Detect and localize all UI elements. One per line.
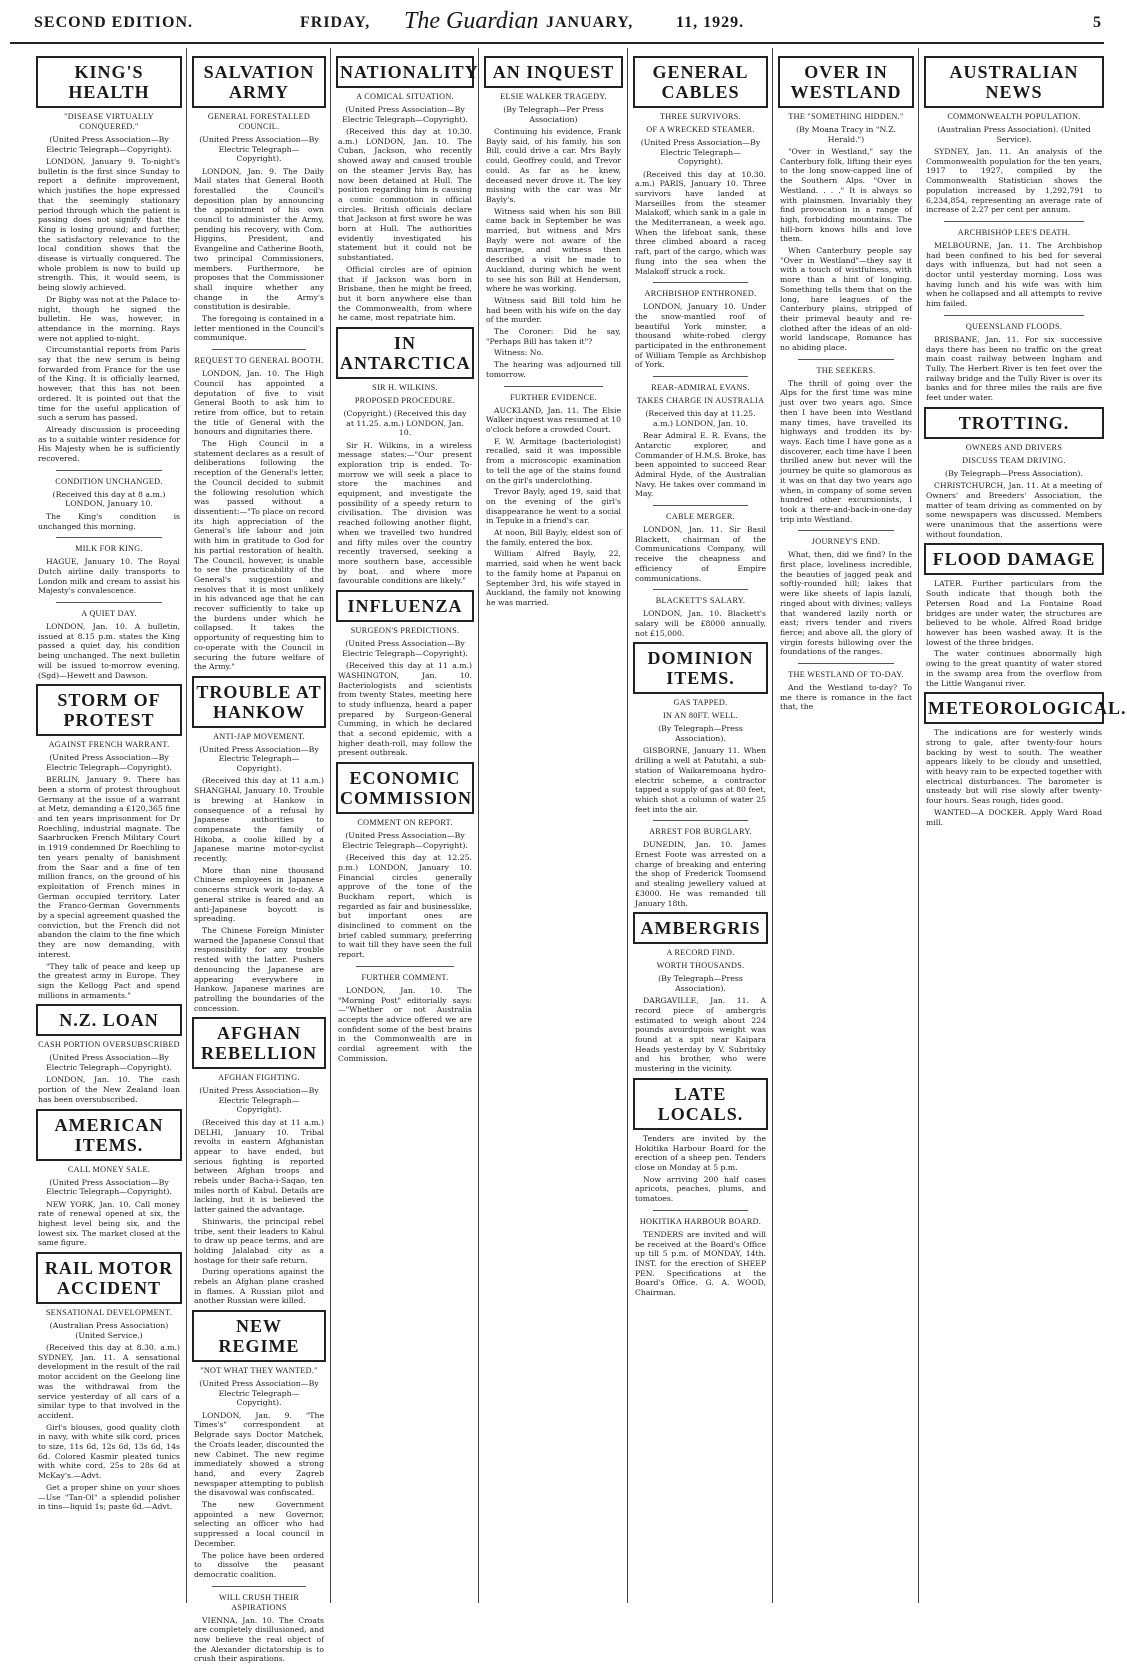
article-headline: METEOROLOGICAL. <box>924 692 1104 724</box>
paragraph: LONDON, January 9. To-night's bulletin is the first since Sunday to report a definite improvement, which justifies the hope expressed that the seemingly stationary period through which the patient is passing does not signify that the King is losing ground; and further, the satisfactory relevance to the local condition shows that the disease is virtually conquered. The whole problem is now to build up strength. This, it would seem, is being slowly achieved. <box>38 157 180 293</box>
article-body <box>780 379 912 525</box>
paragraph: And the Westland to-day? To me there is romance in the fact that, the <box>780 683 912 712</box>
subheading: QUEENSLAND FLOODS. <box>965 321 1063 331</box>
article-headline: TROTTING. <box>924 407 1104 439</box>
paragraph: Continuing his evidence, Frank Bayly said, of his family, his son Bill, could drive a car. Mrs Bayly could, Geoffrey could, and Trevor could. As far as he knew, deceased never drove it. The key missing with the car was Mr Bayly's. <box>486 127 621 204</box>
article-body <box>926 728 1102 827</box>
article <box>633 589 768 638</box>
article <box>633 282 768 370</box>
newspaper-title: The Guardian <box>404 8 539 34</box>
article-headline: STORM OF PROTEST <box>36 684 182 736</box>
paragraph: The hearing was adjourned till tomorrow. <box>486 360 621 379</box>
subheading: WILL CRUSH THEIR ASPIRATIONS <box>218 1592 300 1612</box>
wire-credit: (United Press Association—By Electric Telegraph—Copyright). <box>640 138 761 166</box>
article-body <box>635 431 766 499</box>
article-headline: AMBERGRIS <box>633 912 768 944</box>
article <box>336 966 474 1064</box>
section-rule <box>944 221 1084 222</box>
wire-credit: (Copyright.) (Received this day at 11.25. a.m.) LONDON, Jan. 10. <box>343 409 467 438</box>
subheading: IN AN 80FT. WELL. <box>662 711 739 721</box>
article-headline: GENERAL CABLES <box>633 56 768 108</box>
article-body <box>635 302 766 370</box>
paragraph: When Canterbury people say "Over in Westland"—they say it with a touch of wistfulness, with more than a hint of longing. Something tells them that on the long, hare leagues of the Canterbury plains, stripped of their primeval beauty and re-clothed after the ideas of an old-world landscape, Romance has no abiding place. <box>780 246 912 353</box>
section-rule <box>653 376 748 377</box>
subheading: ELSIE WALKER TRAGEDY. <box>500 92 607 101</box>
subheading: ARCHBISHOP ENTHRONED. <box>644 289 757 299</box>
paragraph: What, then, did we find? In the first place, loveliness incredible, the beauties of jagged peak and softly-rounded hill; lakes that were like sheets of lapis lazuli, ringed about with divines; valleys that wandered lazily north or east; rivers tender and rivers fierce; and above all, the glory of virgin forests billowing over the foundations of the ranges. <box>780 550 912 657</box>
article-body <box>635 840 766 908</box>
article-headline: KING'S HEALTH <box>36 56 182 108</box>
article <box>36 684 182 1000</box>
article-body <box>926 335 1102 403</box>
paragraph: LONDON, Jan. 9. The Daily Mail states that General Booth forestalled the Council's deposition plan by announcing the appointment of his own council to administer the Army, pending his recovery, with Com. Higgins, President, and Evangeline and Catherine Booth, two principal Commissioners, members. Furthermore, he proposes that the Commissioner shall inquire whether any change in the Army's constitution is desirable. <box>194 166 324 312</box>
article <box>633 1078 768 1204</box>
article <box>633 912 768 1074</box>
article-body <box>194 1616 324 1664</box>
column-rule <box>186 48 187 1603</box>
wire-credit: (United Press Association—By Electric Telegraph—Copyright). <box>199 1379 319 1408</box>
column-rule <box>918 48 919 1603</box>
paragraph: AUCKLAND, Jan. 11. The Elsie Walker inquest was resumed at 10 o'clock before a crowded Court. <box>486 405 621 434</box>
paragraph: The foregoing is contained in a letter mentioned in the Council's communique. <box>194 314 324 343</box>
article-body <box>780 550 912 657</box>
article-body <box>38 1075 180 1104</box>
article-body <box>635 525 766 583</box>
paragraph: The indications are for westerly winds strong to gale, after twenty-four hours backing by west to south. The weather appears likely to be cloudy and unsettled, with heavy rain to be expected together with electrical disturbances. The barometer is unsteady but will rise slowly after twenty-four hours. Seas rough, tides good. <box>926 728 1102 806</box>
article-headline: IN ANTARCTICA <box>336 327 474 379</box>
subheading: ARCHBISHOP LEE'S DEATH. <box>957 227 1071 237</box>
article <box>192 1310 326 1579</box>
section-rule <box>653 820 748 821</box>
wire-credit: (By Moana Tracy in "N.Z. Herald.") <box>795 125 897 144</box>
article-body <box>194 776 324 1013</box>
article-body <box>926 579 1102 688</box>
subheading: FURTHER COMMENT. <box>361 972 449 982</box>
wire-credit: (United Press Association—By Electric Telegraph—Copyright). <box>46 1053 172 1072</box>
article-body <box>338 986 472 1064</box>
paragraph: (Received this day at 11 a.m.) WASHINGTON, Jan. 10. Bacteriologists and scientists from twenty States, meeting here to study influenza, heard a paper prepared by Surgeon-General Cumming, in which he declared that a second epidemic, with a higher death-roll, may follow the present outbreak. <box>338 661 472 758</box>
article <box>778 663 914 712</box>
paragraph: DARGAVILLE, Jan. 11. A record piece of ambergris estimated to weigh about 224 pounds avoirdupois weight was found at a spit near Kaipara Heads yesterday by V. Subritsky and his brother, who were mustering in the vicinity. <box>635 996 766 1074</box>
page-number: 5 <box>1093 14 1102 31</box>
wire-credit: (United Press Association—By Electric Telegraph—Copyright). <box>46 753 172 772</box>
subheading: AFGHAN FIGHTING. <box>218 1073 300 1083</box>
column-5 <box>633 52 768 1602</box>
wire-credit: (Australian Press Association) (United Service.) <box>49 1321 169 1340</box>
wire-credit: (United Press Association—By Electric Telegraph—Copyright). <box>342 639 468 658</box>
subheading: "DISEASE VIRTUALLY CONQUERED." <box>64 112 154 131</box>
column-6 <box>778 52 914 1602</box>
subheading: MILK FOR KING. <box>75 544 143 554</box>
article <box>778 359 914 525</box>
subheading: BLACKETT'S SALARY. <box>655 596 746 606</box>
paragraph: Trevor Bayly, aged 19, said that on the evening of the girl's disappearance he went to a social in Tepuke in a friend's car. <box>486 487 621 526</box>
subheading: CASH PORTION OVERSUBSCRIBED <box>38 1040 180 1050</box>
article-body <box>38 775 180 1000</box>
article-body <box>38 512 180 531</box>
article <box>633 505 768 583</box>
wire-credit: (United Press Association—By Electric Telegraph—Copyright). <box>46 135 172 154</box>
paragraph: LATER. Further particulars from the South indicate that though both the Petersen Road and La Fontaine Road bridges are under water, the structures are believed to be whole. Alfred Road bridge however has been washed away. It is the lowest of the three bridges. <box>926 579 1102 647</box>
paragraph: The Chinese Foreign Minister warned the Japanese Consul that responsibility for any trouble rested with the latter. Pushers denouncing the Japanese are appearing everywhere in Hankow. Japanese marines are patrolling the boundaries of the concession. <box>194 926 324 1013</box>
article-body <box>38 157 180 464</box>
subheading: WORTH THOUSANDS. <box>656 961 745 971</box>
wire-credit: (United Press Association—By Electric Telegraph—Copyright). <box>342 105 468 124</box>
subheading: THE WESTLAND OF TO-DAY. <box>788 670 904 680</box>
subheading: ARREST FOR BURGLARY. <box>649 827 752 837</box>
article <box>336 590 474 758</box>
subheading: SURGEON'S PREDICTIONS. <box>350 626 460 636</box>
article <box>36 1004 182 1104</box>
article <box>36 537 182 596</box>
paragraph: The police have been ordered to dissolve the peasant democratic coalition. <box>194 1550 324 1579</box>
date-label: 11, 1929. <box>676 14 745 31</box>
article <box>633 820 768 908</box>
subheading: GENERAL FORESTALLED COUNCIL. <box>207 112 311 131</box>
paragraph: Girl's blouses, good quality cloth in navy, with white silk cord, prices to size, 11s 6d, 12s 6d, 13s 6d, 14s 6d. Colored Kasmir pleated tunics with white cord, 25s to 28s 6d at McKay's.—Advt. <box>38 1422 180 1481</box>
article <box>36 56 182 464</box>
article-body <box>194 1411 324 1580</box>
paragraph: LONDON, Jan. 10. The "Morning Post" editorially says:—"Whether or not Australia accepts the advice offered we are confident some of the best brains in the Commonwealth are in cordial agreement with the Commission. <box>338 985 472 1063</box>
section-rule <box>653 505 748 506</box>
article <box>778 530 914 657</box>
article-body <box>780 147 912 353</box>
wire-credit: (Received this day at 11.25. a.m.) LONDON, Jan. 10. <box>645 409 756 428</box>
paragraph: CHRISTCHURCH, Jan. 11. At a meeting of Owners' and Breeders' Association, the matter of team driving as commented on by some newspapers was discussed. Members were unanimous that the assertions were without foundation. <box>926 481 1102 539</box>
article-body <box>926 147 1102 215</box>
section-rule <box>798 663 894 664</box>
wire-credit: (By Telegraph—Press Association). <box>658 724 743 743</box>
month-label: JANUARY, <box>546 14 634 31</box>
subheading: COMMONWEALTH POPULATION. <box>947 112 1081 121</box>
paragraph: LONDON, Jan. 9. "The Times's" correspondent at Belgrade says Doctor Matchek, the Croats leader, discounted the new Cabinet. The new regime immediately showed a strong hand, and every Zagreb newspaper attempting to publish the disavowal was confiscated. <box>194 1410 324 1498</box>
paragraph: (Received this day at 10.30. a.m.) LONDON, Jan. 10. The Cuban, Jackson, who recently showed away and caused trouble on the steamer Jervis Bay, has now been detained at Hull. The position regarding him is causing a comic commotion in official circles. British officials declare that Jackson at first swore he was born at Hull. The authorities evidently investigated his statement but it could not be substantiated. <box>338 127 472 263</box>
paragraph: More than nine thousand Chinese employees in Japanese concerns struck work to-day. A general strike is feared and an anti-Japanese boycott is spreading. <box>194 865 324 924</box>
article-headline: RAIL MOTOR ACCIDENT <box>36 1252 182 1304</box>
paragraph: William Alfred Bayly, 22, married, said when he went back to the family home at Papanui on September 3rd, his wife stayed in Auckland, the family not knowing he was married. <box>486 549 621 607</box>
section-rule <box>212 349 306 350</box>
article-body <box>926 241 1102 309</box>
wire-credit: (By Telegraph—Per Press Association) <box>503 105 604 124</box>
section-rule <box>944 315 1084 316</box>
article <box>924 543 1104 688</box>
paragraph: MELBOURNE, Jan. 11. The Archbishop had been confined to his bed for several days with influenza, but had not seen a doctor until yesterday morning. Loss was having lunch and his wife was with him when he collapsed and all attempts to revive him failed. <box>926 240 1102 309</box>
paragraph: Sir H. Wilkins, in a wireless message states:—"Our present exploration trip is ended. To-morrow we will seek a place to store the machines and equipment, and investigate the possibility of a speedy return to civilisation. The division was reached following another flight, when we travelled two hundred and fifty miles over the country recently traversed, seeking a more southern base, accessible by boat, and where more favourable conditions are likely." <box>338 440 472 586</box>
subheading: PROPOSED PROCEDURE. <box>354 396 456 406</box>
subheading: DISCUSS TEAM DRIVING. <box>962 455 1066 465</box>
article <box>924 315 1104 403</box>
subheading: THREE SURVIVORS. <box>659 112 742 121</box>
paragraph: DUNEDIN, Jan. 10. James Ernest Foote was arrested on a charge of breaking and entering the shop of Frederick Toomsend and stealing jewellery valued at £3000. He was remanded till January 18th. <box>635 840 766 908</box>
article-body <box>486 406 621 608</box>
article-headline: DOMINION ITEMS. <box>633 642 768 694</box>
section-rule <box>798 530 894 531</box>
article <box>192 349 326 672</box>
subheading: CONDITION UNCHANGED. <box>55 476 163 486</box>
paragraph: GISBORNE, January 11. When drilling a well at Patutahi, a sub-station of Waikaremoana hydro-electric scheme, a contractor tapped a supply of gas at 80 feet, which shot a column of water 25 feet into the air. <box>635 746 766 814</box>
paragraph: SYDNEY, Jan. 11. An analysis of the Commonwealth population for the ten years, 1917 to 1927, compiled by the Commonwealth Statistician shows the population increased by 1,292,791 to 6,234,854, representing an average rate of increase of 2.27 per cent per annum. <box>926 147 1102 215</box>
article-headline: FLOOD DAMAGE <box>924 543 1104 575</box>
wire-credit: (United Press Association—By Electric Telegraph—Copyright). <box>199 1086 319 1115</box>
section-rule <box>56 470 162 471</box>
paragraph: Witness said when his son Bill came back in September he was married, but witness and Mrs Bayly were not aware of the marriage, and witness then described a visit he made to Auckland, during which he went to see his son Bill at Henderson, where he was working. <box>486 206 621 294</box>
wire-credit: (United Press Association—By Electric Telegraph—Copyright). <box>199 135 319 163</box>
subheading: COMMENT ON REPORT. <box>357 818 453 828</box>
paragraph: The High Council in a statement declares as a result of deliberations following the reception of the General's letter, the Council decided to submit the following resolution which was passed without a dissentient:—"To place on record its high appreciation of the General's life labour and join with him in gratitude to God for his partial restoration of health. The Council, however, is unable to see the practicability of the General's suggestion and resolves that it is most unlikely in his advanced age that he can recover sufficiently to take up the burdens under which he collapsed. It takes the opportunity of requesting him to co-operate with the Council in securing the future welfare of the Army." <box>194 439 324 672</box>
paragraph: TENDERS are invited and will be received at the Board's Office up till 5 p.m. of MONDAY, 14th. INST. for the erection of SHEEP PEN. Specifications at the Board's Office. G. A. WOOD, Chairman. <box>635 1229 766 1298</box>
paragraph: Circumstantial reports from Paris say that the new serum is being forwarded from France for the use of the King. It is officially learned, however, that this has not been ordered. It is pointed out that the time for the useful application of such a serum has passed. <box>38 345 180 423</box>
article-body <box>635 746 766 814</box>
article <box>36 470 182 531</box>
article-headline: TROUBLE AT HANKOW <box>192 676 326 728</box>
wire-credit: (United Press Association—By Electric Telegraph—Copyright). <box>46 1177 172 1197</box>
column-3 <box>336 52 479 1602</box>
paragraph: At noon, Bill Bayly, eldest son of the family, entered the box. <box>486 528 621 547</box>
article-body <box>635 996 766 1074</box>
article-headline: SALVATION ARMY <box>192 56 326 108</box>
paragraph: (Received this day at 11 a.m.) SHANGHAI, January 10. Trouble is brewing at Hankow in consequence of a refusal by Japanese authorities to compensate the family of Hikoba, a coolie killed by a Japanese marine motor-cyclist recently. <box>194 776 324 864</box>
paragraph: Dr Bigby was not at the Palace to-night, though he signed the bulletin. He was, however, in attendance in the morning. Rays were not applied to-night. <box>38 294 180 343</box>
subheading: ANTI-JAP MOVEMENT. <box>213 731 305 741</box>
paragraph: NEW YORK, Jan. 10. Call money rate of renewal opened at six, the highest level being six, and the lowest six. The market closed at the same figure. <box>38 1199 180 1248</box>
subheading: REAR-ADMIRAL EVANS. <box>651 383 750 393</box>
subheading: TAKES CHARGE IN AUSTRALIA <box>636 396 765 406</box>
article <box>633 376 768 499</box>
article-body <box>194 369 324 672</box>
paragraph: Already discussion is proceeding as to a suitable winter residence for His Majesty when he is sufficiently recovered. <box>38 424 180 464</box>
article-body <box>338 127 472 323</box>
section-rule <box>56 602 162 603</box>
article-headline: AFGHAN REBELLION <box>192 1017 326 1069</box>
article-body <box>338 441 472 587</box>
article <box>924 407 1104 540</box>
paragraph: (Received this day at 10.30. a.m.) PARIS, January 10. Three survivors have landed at Marseilles from the steamer Malakoff, which sank in a gale in the Mediterranean, a week ago. When the lifeboat sank, these three climbed aboard a raceg raft, part of the cargo, which was flung into the sea when the Malakoff struck a rock. <box>635 169 766 276</box>
edition-label: SECOND EDITION. <box>34 14 194 31</box>
article <box>36 1252 182 1512</box>
section-rule <box>653 589 748 590</box>
article <box>36 602 182 680</box>
subheading: AGAINST FRENCH WARRANT. <box>48 740 170 750</box>
wire-credit: (United Press Association—By Electric Telegraph—Copyright). <box>199 744 319 773</box>
article-body <box>635 1134 766 1204</box>
article-body <box>635 609 766 638</box>
article <box>192 1017 326 1306</box>
subheading: REQUEST TO GENERAL BOOTH. <box>194 356 324 366</box>
wire-credit: (United Press Association—By Electric Telegraph—Copyright). <box>342 831 468 850</box>
subheading: A COMICAL SITUATION. <box>356 92 454 101</box>
paragraph: Now arriving 200 half cases apricots, peaches, plums, and tomatoes. <box>635 1174 766 1204</box>
article-body <box>486 127 621 380</box>
column-rule <box>478 48 479 1603</box>
paragraph: The thrill of going over the Alps for the first time was mine just over two years ago. Since then I have been into Westland many times, have travelled its highways and trodden its by-ways. Each time I have gone as a discoverer, each time have I been thrilled anew but never will the journey be quite so glamorous as it was on that day two years ago when, in company of some seven hundred other excursionists, I took a there-and-back-in-one-day trip into Westland. <box>780 378 912 524</box>
subheading: A RECORD FIND. <box>666 948 735 958</box>
paragraph: Witness: No. <box>494 348 544 358</box>
article-body <box>338 661 472 758</box>
section-rule <box>356 966 454 967</box>
paragraph: VIENNA, Jan. 10. The Croats are completely disillusioned, and now believe the real object of the Alexander dictatorship is to crush their aspirations. <box>194 1615 324 1664</box>
paragraph: "Over in Westland," say the Canterbury folk, lifting their eyes to the long snow-capped line of the Southern Alps. "Over in Westland. . . ." It is always so with plainsmen. Invariably they find provocation in a range of high, forbidding mountains. The hill-born knows hills and love them. <box>780 147 912 244</box>
subheading: FURTHER EVIDENCE. <box>510 392 597 402</box>
article <box>778 56 914 353</box>
day-label: FRIDAY, <box>300 14 371 31</box>
article <box>192 676 326 1013</box>
wire-credit: (By Telegraph—Press Association). <box>658 974 743 993</box>
article-body <box>635 170 766 277</box>
column-2 <box>192 52 326 1664</box>
article-headline: LATE LOCALS. <box>633 1078 768 1130</box>
section-rule <box>653 1210 748 1211</box>
column-rule <box>627 48 628 1603</box>
section-rule <box>798 359 894 360</box>
paragraph: LONDON, Jan. 10. The High Council has appointed a deputation of five to visit General Booth to ask him to retire from office, but to retain the title of General with the honours and dignitaries there. <box>194 369 324 437</box>
article-body <box>38 622 180 680</box>
column-rule <box>772 48 773 1603</box>
paragraph: "They talk of peace and keep up the greatest army in Europe. They sign the Kellogg Pact and spend millions in armaments." <box>38 961 180 1000</box>
paragraph: Shinwaris, the principal rebel tribe, sent their leaders to Kabul to draw up peace terms, and are holding Jalalabad city as a hostage for their safe return. <box>194 1216 324 1265</box>
paragraph: LONDON, Jan. 11. Sir Basil Blackett, chairman of the Communications Company, will receive the cheapness and efficiency of Empire communications. <box>635 525 766 583</box>
subheading: HOKITIKA HARBOUR BOARD. <box>639 1216 762 1226</box>
subheading: SIR H. WILKINS. <box>372 383 438 393</box>
article-headline: NATIONALITY <box>336 56 474 88</box>
paragraph: The new Government appointed a new Governor, selecting an officer who had suppressed a local council in December. <box>194 1500 324 1548</box>
subheading: OWNERS AND DRIVERS <box>965 442 1063 452</box>
article <box>36 1109 182 1249</box>
article-headline: AN INQUEST <box>484 56 623 88</box>
column-1 <box>36 52 182 1602</box>
article <box>633 1210 768 1298</box>
subheading: GAS TAPPED. <box>673 698 728 708</box>
subheading: JOURNEY'S END. <box>811 537 881 547</box>
paragraph: (Received this day at 12.25. p.m.) LONDON, January 10. Financial circles generally approve of the tone of the Buckham report, which is regarded as fair and businesslike, but important ones are disinclined to comment on the brief cabled summary, preferring to wait till they have seen the full report. <box>338 853 472 960</box>
article-body <box>38 557 180 596</box>
paragraph: Official circles are of opinion that if Jackson was born in Brisbane, then he might be freed, but it born anywhere else than the Commonwealth, from where he came, most repatriate him. <box>338 264 472 323</box>
article <box>192 56 326 343</box>
paragraph: Get a proper shine on your shoes—Use "Tan-Ol" a splendid polisher in tins—liquid 1s; paste 6d.—Advt. <box>38 1482 180 1512</box>
article <box>633 642 768 814</box>
article <box>484 386 623 608</box>
section-rule <box>56 537 162 538</box>
paragraph: LONDON, January 10. Under the snow-mantled roof of beautiful York minster, a thousand white-robed clergy participated in the enthronement of William Temple as Archbishop of York. <box>635 302 766 370</box>
subheading: "NOT WHAT THEY WANTED." <box>200 1366 318 1376</box>
subheading: THE "SOMETHING HIDDEN." <box>788 112 904 121</box>
paragraph: The water continues abnormally high owing to the great quantity of water stored in the swamp area from the overflow from the Little Wanganui river. <box>926 649 1102 688</box>
section-rule <box>212 1586 306 1587</box>
article <box>924 56 1104 215</box>
article <box>924 221 1104 309</box>
article-body <box>194 167 324 344</box>
wire-credit: (By Telegraph—Press Association). <box>945 468 1083 478</box>
section-rule <box>504 386 603 387</box>
article-headline: ECONOMIC COMMISSION <box>336 762 474 814</box>
article-headline: N.Z. LOAN <box>36 1004 182 1036</box>
paragraph: LONDON, Jan. 10. A bulletin, issued at 8.15 p.m. states the King passed a quiet day, his condition being unchanged. The next bulletin will be issued to-morrow evening. (Sgd)—Hewett and Dawson. <box>38 622 180 680</box>
wire-credit: (Received this day at 8 a.m.) LONDON, January 10. <box>52 489 166 509</box>
paragraph: LONDON, Jan. 10. The cash portion of the New Zealand loan has been oversubscribed. <box>38 1075 180 1104</box>
masthead-rule <box>10 42 1104 44</box>
paragraph: F. W. Armitage (bacteriologist) recalled, said it was impossible from a microscopic examination to tell the age of the stains found on the girl's underclothing. <box>486 436 621 485</box>
paragraph: The King's condition is unchanged this morning. <box>38 511 180 531</box>
column-7 <box>924 52 1127 1602</box>
paragraph: WANTED—A DOCKER. Apply Ward Road mill. <box>926 807 1102 827</box>
article <box>336 762 474 960</box>
article-body <box>194 1118 324 1306</box>
article-headline: AMERICAN ITEMS. <box>36 1109 182 1161</box>
paragraph: Rear Admiral E. R. Evans, the Antarctic explorer, and Commander of H.M.S. Broke, has been appointed to succeed Rear Admiral Hyde, of the Australian Navy. He takes over command in May. <box>635 431 766 499</box>
article-headline: INFLUENZA <box>336 590 474 622</box>
paragraph: BRISBANE, Jan. 11. For six successive days there has been no traffic on the great main coast railway between Ingham and Tully. The Herbert River is ten feet over the railway bridge and the Tully River is over its banks and for three miles the rails are five feet under water. <box>926 334 1102 403</box>
paragraph: HAGUE, January 10. The Royal Dutch airline daily transports to London milk and cream to assist his Majesty's convalescence. <box>38 557 180 596</box>
subheading: THE SEEKERS. <box>816 365 876 375</box>
article-headline: NEW REGIME <box>192 1310 326 1362</box>
paragraph: LONDON, Jan. 10. Blackett's salary will be £8000 annually, not £15,000. <box>635 609 766 638</box>
article-headline: AUSTRALIAN NEWS <box>924 56 1104 108</box>
column-4 <box>484 52 623 1602</box>
article-headline: OVER IN WESTLAND <box>778 56 914 108</box>
section-rule <box>653 282 748 283</box>
paragraph: (Received this day at 8.30. a.m.) SYDNEY, Jan. 11. A sensational development in the result of the rail motor accident on the Geelong line was the withdrawal from the service yesterday of all cars of a similar type to that involved in the accident. <box>38 1343 180 1420</box>
paragraph: (Received this day at 11 a.m.) DELHI, January 10. Tribal revolts in eastern Afghanistan appear to have ended, but serious fighting is reported between Afghan troops and rebels under Bacha-i-Saqao, ten miles north of Kabul. Details are lacking, but it is believed the latter gained the advantage. <box>194 1117 324 1215</box>
subheading: CALL MONEY SALE. <box>67 1164 151 1174</box>
article-body <box>38 1200 180 1249</box>
paragraph: Tenders are invited by the Hokitika Harbour Board for the erection of a sheep pen. Tenders close on Monday at 5 p.m. <box>635 1133 766 1172</box>
article <box>192 1586 326 1664</box>
article <box>924 692 1127 827</box>
article <box>336 327 474 586</box>
masthead <box>0 0 1114 40</box>
paragraph: The Coroner: Did he say, "Perhaps Bill has taken it"? <box>486 327 621 346</box>
article <box>336 56 479 323</box>
article-body <box>780 683 912 712</box>
article-body <box>38 1343 180 1512</box>
article <box>633 56 768 276</box>
article-body <box>338 853 472 960</box>
article-body <box>926 481 1102 539</box>
subheading: A QUIET DAY. <box>81 609 137 619</box>
paragraph: During operations against the rebels an Afghan plane crashed in flames. A Russian pilot and another Russian were killed. <box>194 1267 324 1306</box>
subheading: SENSATIONAL DEVELOPMENT. <box>45 1308 173 1318</box>
paragraph: Witness said Bill told him he had been with his wife on the day of the murder. <box>486 295 621 325</box>
article <box>484 56 623 380</box>
column-rule <box>330 48 331 1603</box>
subheading: OF A WRECKED STEAMER. <box>646 125 755 134</box>
paragraph: BERLIN, January 9. There has been a storm of protest throughout Germany at the issue of a warrant at Metz, demanding a £120,365 fine and ten years imprisonment for Dr Roechling, industrial magnate. The Saarbrucken French Military Court in 1919 condemned Dr Roechling to ten years penalty of banishment from the Saar and a fine of ten million francs, on the ground of his exploitation of French mines in German occupied territory. Later the Franco-German Governments by a special agreement quashed the conviction, but the French did not abandon the claim to the fine which they are now demanding, with interest. <box>38 775 180 959</box>
wire-credit: (Australian Press Association). (United Service). <box>937 125 1091 144</box>
subheading: CABLE MERGER. <box>666 512 735 522</box>
article-body <box>635 1230 766 1298</box>
